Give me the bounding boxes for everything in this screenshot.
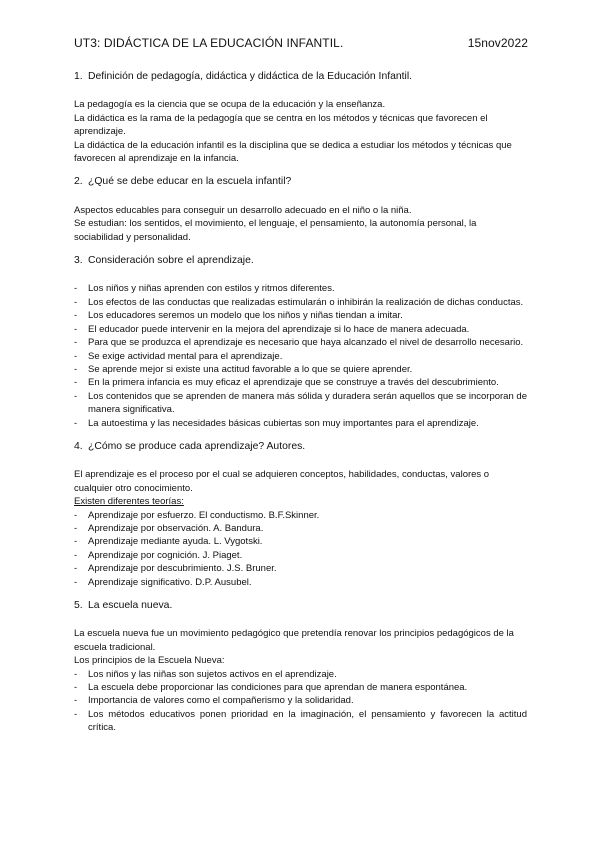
- list-item: - Aprendizaje por observación. A. Bandura.: [74, 522, 527, 535]
- section-5: [74, 599, 527, 735]
- list-item: - Aprendizaje mediante ayuda. L. Vygotski.: [74, 535, 527, 548]
- paragraph: Aspectos educables para conseguir un desarrollo adecuado en el niño o la niña.: [74, 204, 412, 216]
- list-item: - Para que se produzca el aprendizaje es necesario que haya alcanzado el nivel de desarrollo necesario.: [74, 336, 527, 349]
- list-item-text: Aprendizaje por cognición. J. Piaget.: [88, 549, 243, 561]
- theories-subheading: Existen diferentes teorías:: [74, 496, 184, 508]
- list-item: - Aprendizaje por descubrimiento. J.S. Bruner.: [74, 562, 527, 575]
- list-item-text: Los métodos educativos ponen prioridad en la imaginación, el pensamiento y favorecen la actitud crítica.: [88, 708, 527, 734]
- section-heading: [74, 254, 527, 267]
- list-item: - El educador puede intervenir en la mejora del aprendizaje si lo hace de manera adecuada.: [74, 323, 527, 336]
- list-item: - Se aprende mejor si existe una actitud favorable a lo que se quiere aprender.: [74, 363, 527, 376]
- list-item-text: Aprendizaje mediante ayuda. L. Vygotski.: [88, 536, 263, 548]
- list-item: - La escuela debe proporcionar las condiciones para que aprendan de manera espontánea.: [74, 681, 527, 694]
- section-title: Consideración sobre el aprendizaje.: [88, 255, 254, 267]
- list-item-text: La autoestima y las necesidades básicas cubiertas son muy importantes para el aprendizaje.: [88, 417, 479, 429]
- section-3: [74, 254, 527, 430]
- list-item: - Los niños y las niñas son sujetos activos en el aprendizaje.: [74, 668, 527, 681]
- section-heading: [74, 70, 527, 83]
- document-body: [74, 70, 527, 745]
- list-item: - Importancia de valores como el compañerismo y la solidaridad.: [74, 694, 527, 707]
- list-item-text: Importancia de valores como el compañerismo y la solidaridad.: [88, 695, 354, 707]
- paragraph: La didáctica de la educación infantil es la disciplina que se dedica a estudiar los métodos y técnicas que favorecen al aprendizaje en la infancia.: [74, 139, 512, 165]
- list-item-text: Los contenidos que se aprenden de manera más sólida y duradera serán aquellos que se incorporan de manera significativa.: [88, 390, 527, 416]
- list-item: - Los niños y niñas aprenden con estilos y ritmos diferentes.: [74, 282, 527, 295]
- list-item-text: Se aprende mejor si existe una actitud favorable a lo que se quiere aprender.: [88, 363, 413, 375]
- section-title: Definición de pedagogía, didáctica y didáctica de la Educación Infantil.: [88, 71, 413, 82]
- list-item: - Los efectos de las conductas que realizadas estimularán o inhibirán la realización de dichas conductas.: [74, 296, 527, 309]
- list-item-text: La escuela debe proporcionar las condiciones para que aprendan de manera espontánea.: [88, 682, 468, 694]
- section-number: 4.: [74, 440, 83, 452]
- section-number: 3.: [74, 255, 83, 267]
- list-item: - Aprendizaje por cognición. J. Piaget.: [74, 549, 527, 562]
- list-item-text: En la primera infancia es muy eficaz el aprendizaje que se construye a través del descubrimiento.: [88, 377, 499, 389]
- section-text: [74, 204, 527, 244]
- list-item-text: Para que se produzca el aprendizaje es necesario que haya alcanzado el nivel de desarrollo necesario.: [88, 337, 524, 349]
- list-item: - En la primera infancia es muy eficaz el aprendizaje que se construye a través del descubrimiento.: [74, 376, 527, 389]
- section-text: [74, 98, 527, 165]
- paragraph: Se estudian: los sentidos, el movimiento, el lenguaje, el pensamiento, la autonomía personal, la sociabilidad y personalidad.: [74, 218, 477, 243]
- section-heading: [74, 440, 527, 453]
- list-item-text: Se exige actividad mental para el aprendizaje.: [88, 350, 283, 362]
- list-item: - Aprendizaje significativo. D.P. Ausubel.: [74, 576, 527, 589]
- paragraph: El aprendizaje es el proceso por el cual se adquieren conceptos, habilidades, conductas, valores o cualquier otro conocimiento.: [74, 469, 490, 494]
- document-title: UT3: DIDÁCTICA DE LA EDUCACIÓN INFANTIL.: [74, 36, 344, 50]
- list-item-text: Aprendizaje por descubrimiento. J.S. Bruner.: [88, 563, 277, 575]
- list-item-text: Los educadores seremos un modelo que los niños y niñas tiendan a imitar.: [88, 310, 403, 322]
- paragraph: La didáctica es la rama de la pedagogía que se centra en los métodos y técnicas que favorecen el aprendizaje.: [74, 112, 488, 138]
- list-item-text: Los niños y las niñas son sujetos activos en el aprendizaje.: [88, 668, 337, 680]
- list-item-text: El educador puede intervenir en la mejora del aprendizaje si lo hace de manera adecuada.: [88, 323, 470, 335]
- list-item-text: Aprendizaje por observación. A. Bandura.: [88, 522, 264, 534]
- section-2: [74, 175, 527, 244]
- list-item: - Los educadores seremos un modelo que los niños y niñas tiendan a imitar.: [74, 309, 527, 322]
- page-header: [74, 36, 528, 50]
- section-number: 1.: [74, 71, 83, 82]
- list-item: - Los métodos educativos ponen prioridad en la imaginación, el pensamiento y favorecen la actitud crítica.: [74, 708, 527, 734]
- paragraph: La escuela nueva fue un movimiento pedagógico que pretendía renovar los principios pedagógicos de la escuela tradicional.: [74, 628, 514, 653]
- list-item-text: Los niños y niñas aprenden con estilos y ritmos diferentes.: [88, 283, 335, 295]
- section-number: 2.: [74, 176, 83, 188]
- list-item: - Aprendizaje por esfuerzo. El conductismo. B.F.Skinner.: [74, 509, 527, 522]
- section-heading: [74, 175, 527, 188]
- bullet-list: [74, 668, 527, 735]
- section-heading: [74, 599, 527, 612]
- section-title: La escuela nueva.: [88, 600, 173, 611]
- section-title: ¿Cómo se produce cada aprendizaje? Autores.: [88, 440, 306, 452]
- list-item-text: Los efectos de las conductas que realizadas estimularán o inhibirán la realización de dichas conductas.: [88, 296, 524, 308]
- list-item: - Los contenidos que se aprenden de manera más sólida y duradera serán aquellos que se incorporan de manera significativa.: [74, 390, 527, 416]
- paragraph: Los principios de la Escuela Nueva:: [74, 655, 225, 667]
- section-title: ¿Qué se debe educar en la escuela infantil?: [88, 176, 292, 188]
- document-date: 15nov2022: [467, 36, 528, 50]
- section-number: 5.: [74, 600, 83, 611]
- section-1: [74, 70, 527, 165]
- bullet-list: [74, 282, 527, 429]
- bullet-list: [74, 509, 527, 589]
- section-4: [74, 440, 527, 589]
- list-item-text: Aprendizaje por esfuerzo. El conductismo. B.F.Skinner.: [88, 509, 320, 521]
- list-item-text: Aprendizaje significativo. D.P. Ausubel.: [88, 576, 252, 588]
- list-item: - La autoestima y las necesidades básicas cubiertas son muy importantes para el aprendizaje.: [74, 417, 527, 430]
- list-item: - Se exige actividad mental para el aprendizaje.: [74, 350, 527, 363]
- paragraph: La pedagogía es la ciencia que se ocupa de la educación y la enseñanza.: [74, 99, 386, 111]
